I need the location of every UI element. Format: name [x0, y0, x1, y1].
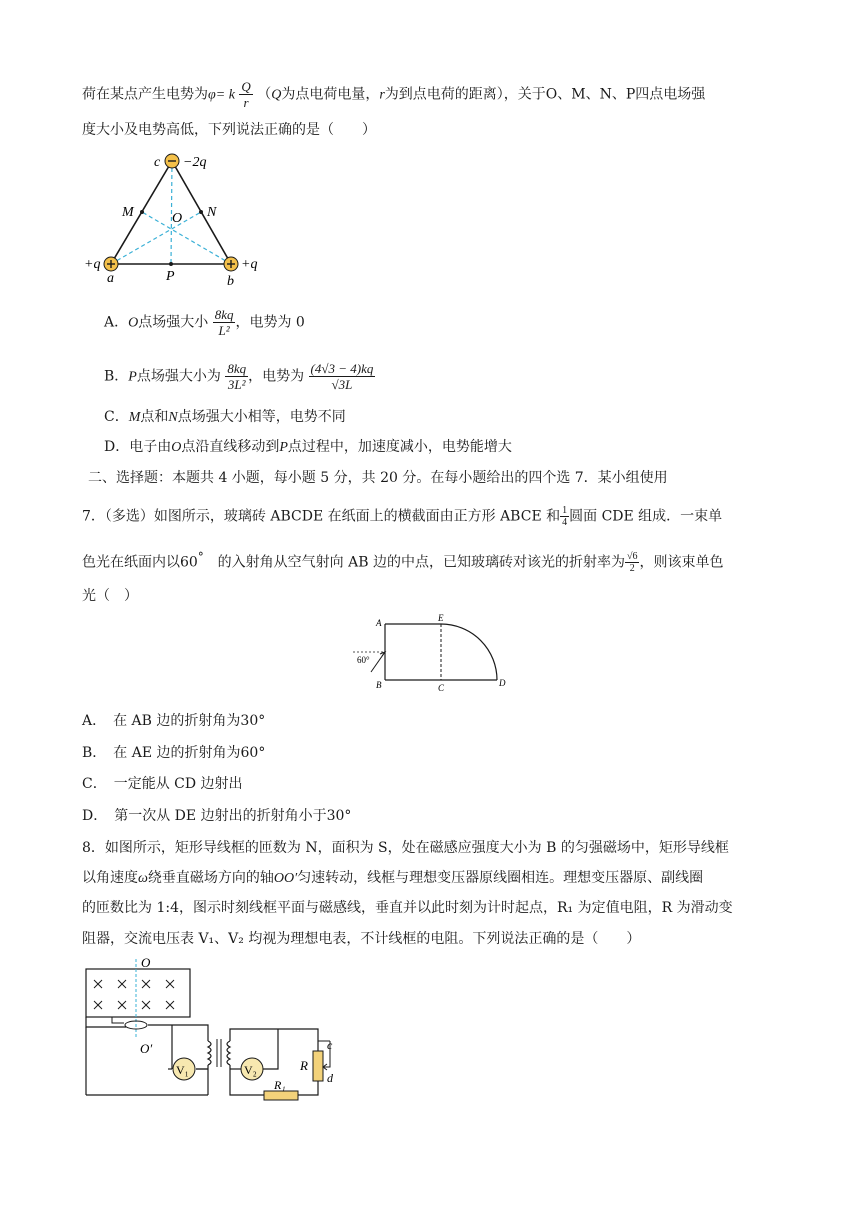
q7-stem-line3: 光（ ） — [82, 588, 138, 604]
q7-stem-line2: 色光在纸面内以60° 的入射角从空气射向 AB 边的中点，已知玻璃砖对该光的折射率为 $\frac{√6}{2}$ ，则该束单色 — [82, 550, 724, 575]
svg-text:R: R — [300, 1058, 308, 1073]
q6-option-d: D．电子由O点沿直线移动到P点过程中，加速度减小，电势能增大 — [104, 439, 512, 455]
svg-text:b: b — [227, 274, 234, 288]
q6-option-b: B．P点场强大小为 $\frac{8kq}{\text{3L²}}$ ，电势为 $\frac{(4√3 - 4)kq}{√3L}$ — [104, 361, 374, 392]
q7-option-b: B． 在 AE 边的折射角为60° — [82, 745, 266, 761]
svg-text:60°: 60° — [357, 655, 370, 665]
svg-text:V₁: V₁ — [176, 1063, 189, 1077]
q8-circuit-figure — [78, 955, 368, 1110]
svg-text:C: C — [438, 683, 445, 692]
svg-text:V₂: V₂ — [244, 1063, 257, 1077]
q7-option-d: D． 第一次从 DE 边射出的折射角小于30° — [82, 808, 352, 824]
q6-stem-line1: 荷在某点产生电势为φ= k $\frac{Q}{r}$ （Q为点电荷电量，r为到点电荷的距离），关于O、M、N、P四点电场强 — [82, 79, 706, 110]
q8-stem-line4: 阻器，交流电压表 V₁、V₂ 均视为理想电表，不计线框的电阻。下列说法正确的是（ ） — [82, 931, 641, 947]
svg-text:c: c — [327, 1038, 333, 1052]
svg-text:N: N — [207, 205, 217, 220]
q7-glass-brick-figure — [345, 612, 515, 692]
svg-text:a: a — [107, 271, 114, 286]
svg-text:D: D — [499, 678, 506, 688]
q6-stem-line2: 度大小及电势高低，下列说法正确的是（ ） — [82, 122, 376, 138]
svg-text:+q: +q — [84, 257, 101, 272]
svg-text:O′: O′ — [140, 1041, 153, 1056]
svg-text:d: d — [327, 1071, 333, 1085]
q7-option-c: C． 一定能从 CD 边射出 — [82, 776, 243, 792]
svg-text:M: M — [122, 205, 134, 220]
q8-stem-line2: 以角速度ω绕垂直磁场方向的轴OO′匀速转动，线框与理想变压器原线圈相连。理想变压器原、副线圈 — [82, 870, 704, 886]
section2-header: 二、选择题：本题共 4 小题，每小题 5 分，共 20 分。在每小题给出的四个选 7．某小组使用 — [88, 470, 668, 486]
svg-text:O: O — [141, 955, 151, 970]
q8-stem-line3: 的匝数比为 1:4，图示时刻线框平面与磁感线，垂直并以此时刻为计时起点，R₁ 为定值电阻，R 为滑动变 — [82, 900, 733, 916]
q6-option-a: A．O点场强大小 $\frac{8kq}{\text{L²}}$ ，电势为 0 — [104, 307, 305, 338]
q6-triangle-figure — [80, 148, 280, 288]
svg-text:B: B — [376, 680, 382, 690]
svg-text:E: E — [438, 613, 444, 623]
svg-text:−2q: −2q — [183, 155, 207, 170]
svg-text:O: O — [172, 211, 183, 226]
q7-stem-line1: 7．（多选）如图所示，玻璃砖 ABCDE 在纸面上的横截面由正方形 ABCE 和 $\frac{1}{4}$ 圆面 CDE 组成．一束单 — [82, 505, 723, 528]
svg-text:R₁: R₁ — [274, 1078, 286, 1092]
svg-text:+q: +q — [241, 257, 258, 272]
svg-text:c: c — [154, 155, 161, 170]
q6-option-c: C．M点和N点场强大小相等，电势不同 — [104, 409, 346, 425]
svg-text:A: A — [376, 618, 382, 628]
q8-stem-line1: 8．如图所示，矩形导线框的匝数为 N，面积为 S，处在磁感应强度大小为 B 的匀强磁场中，矩形导线框 — [82, 840, 729, 856]
q7-option-a: A． 在 AB 边的折射角为30° — [82, 713, 266, 729]
q6-potential-fraction: $\frac{Q}{r}$ — [241, 79, 251, 110]
svg-text:P: P — [166, 269, 175, 284]
